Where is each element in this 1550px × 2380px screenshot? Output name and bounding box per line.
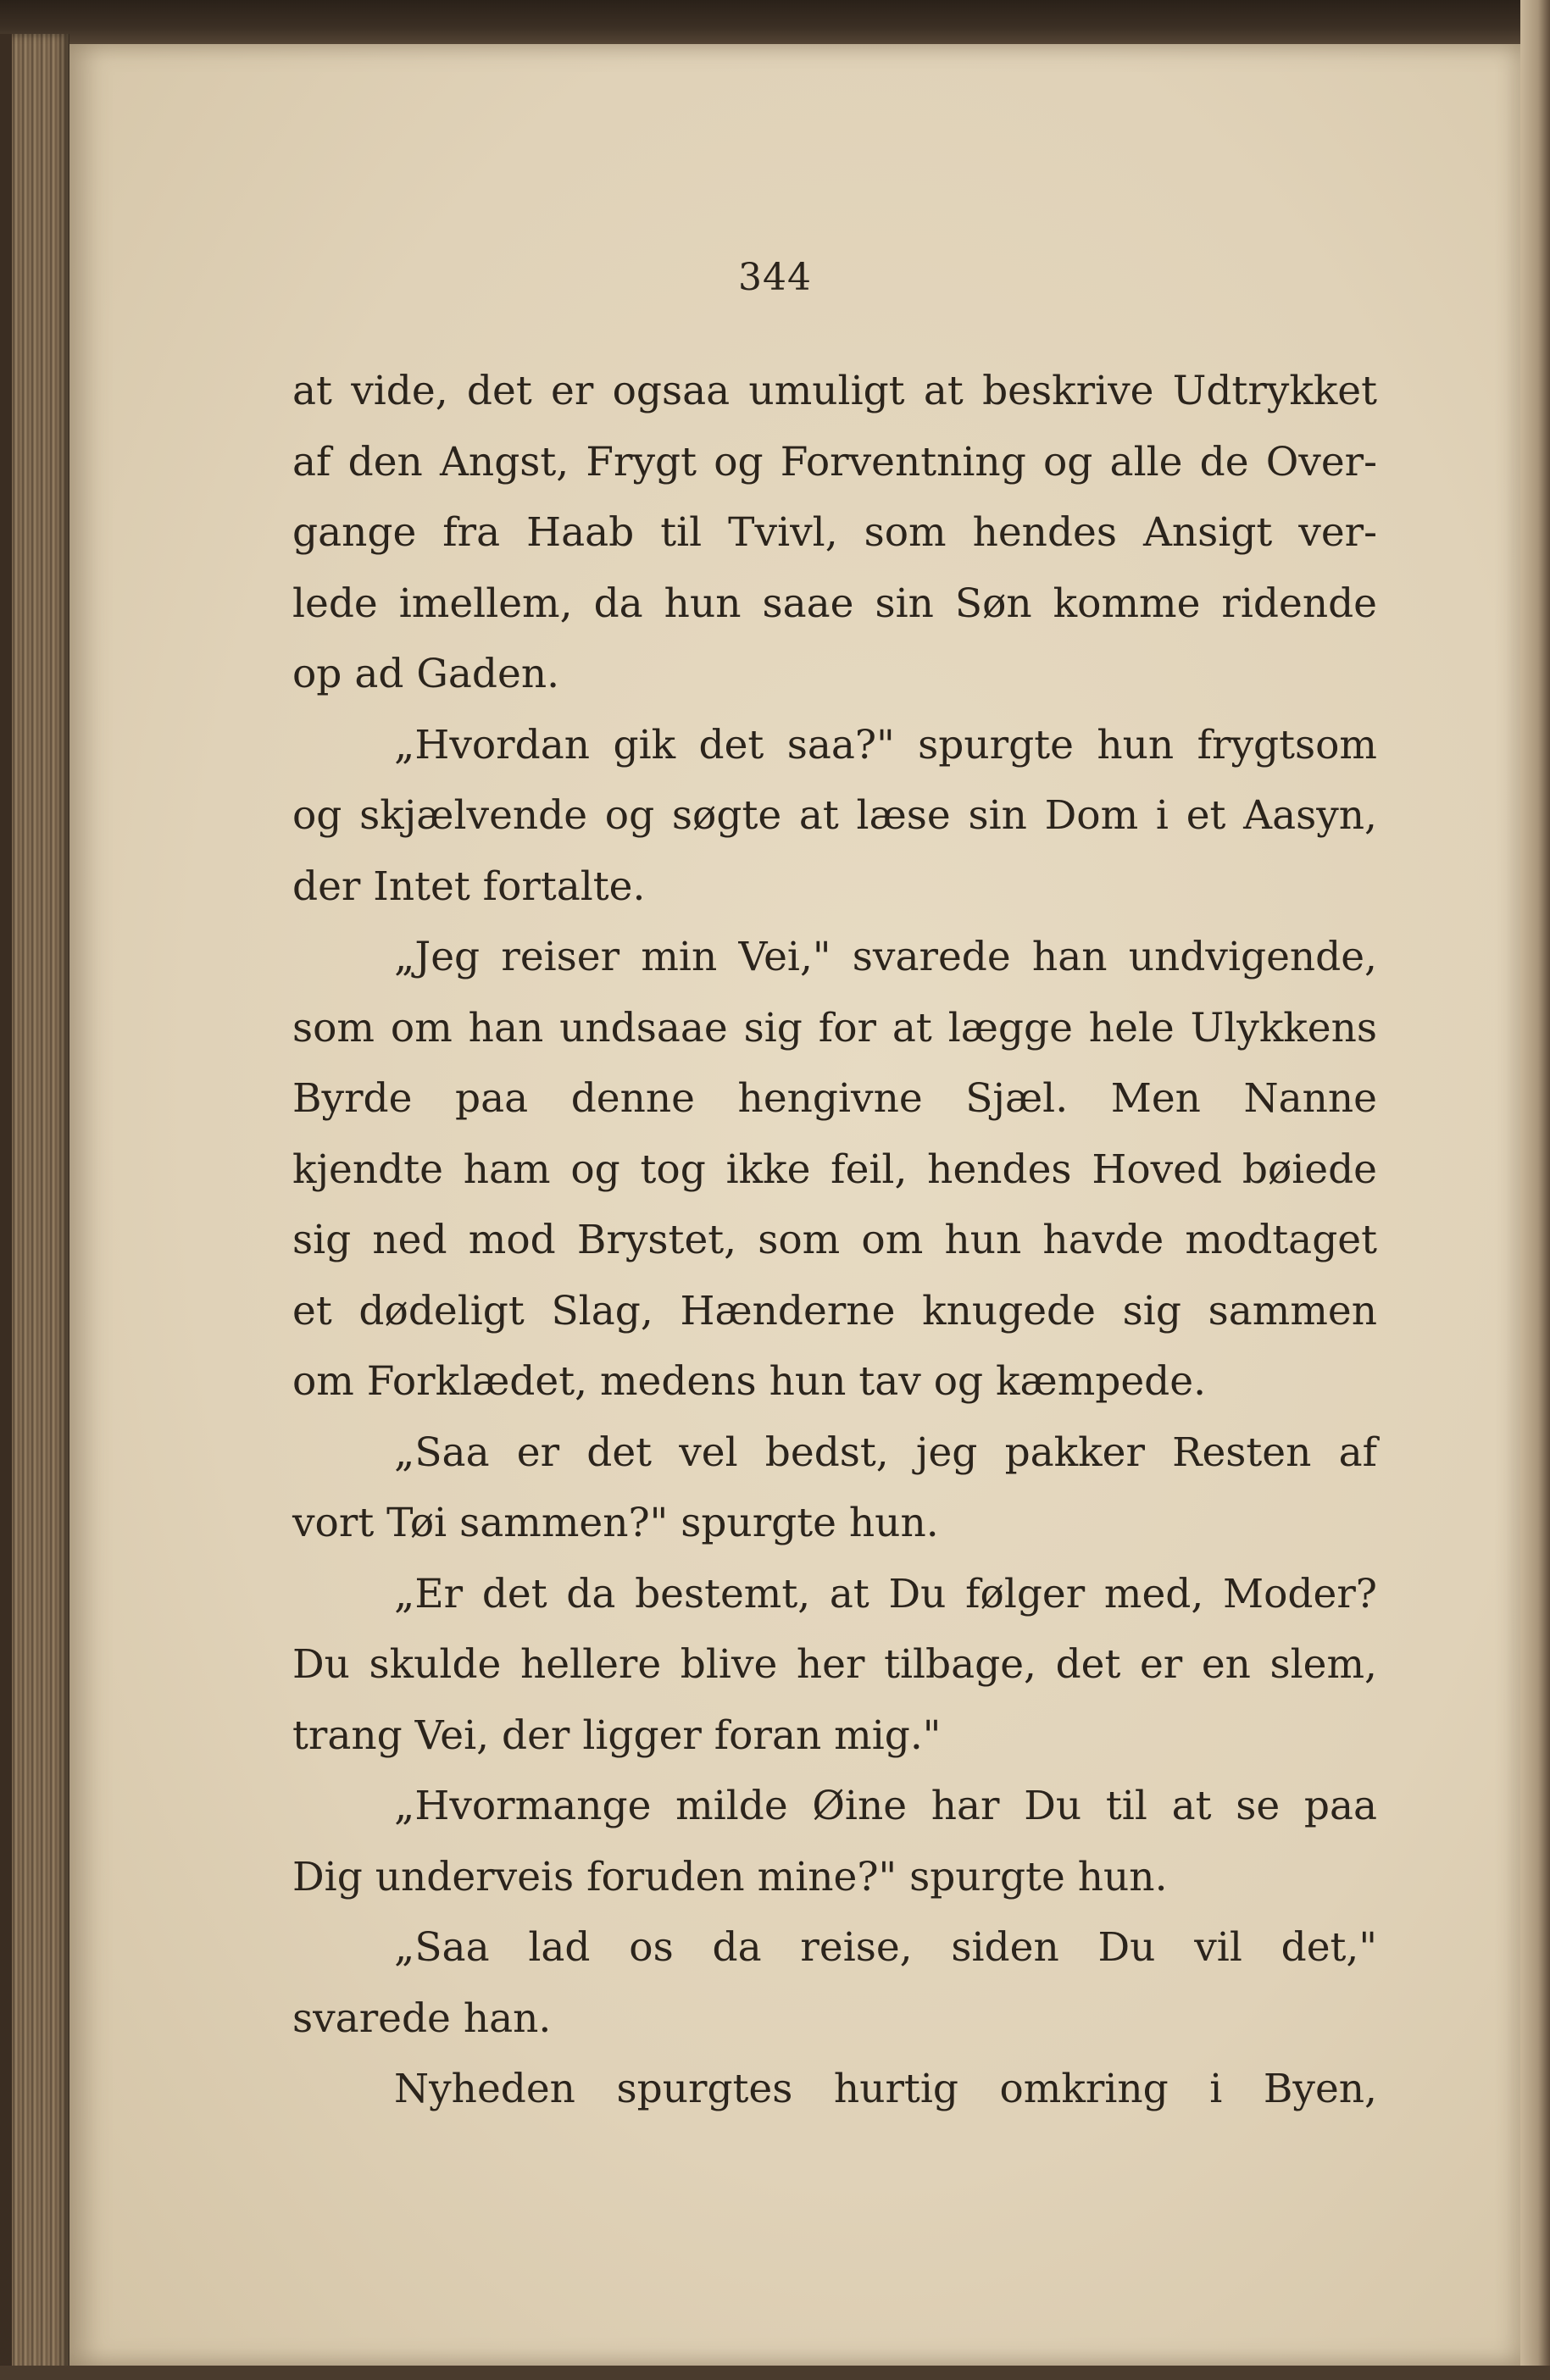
text-line: gange fra Haab til Tvivl, som hendes Ansigt ver- bbox=[292, 509, 1377, 556]
text-line: „Saa er det vel bedst, jeg pakker Resten af bbox=[394, 1429, 1377, 1476]
book-top-edge bbox=[0, 0, 1550, 49]
text-line: og skjælvende og søgte at læse sin Dom i et Aasyn, bbox=[292, 792, 1377, 839]
text-line: „Jeg reiser min Vei," svarede han undvigende, bbox=[394, 934, 1377, 980]
text-line: „Hvordan gik det saa?" spurgte hun frygtsom bbox=[394, 721, 1377, 768]
book-bottom-edge bbox=[0, 2366, 1550, 2380]
text-line: „Saa lad os da reise, siden Du vil det," bbox=[394, 1924, 1377, 1971]
text-line: som om han undsaae sig for at lægge hele Ulykkens bbox=[292, 1004, 1377, 1051]
text-line: Byrde paa denne hengivne Sjæl. Men Nanne bbox=[292, 1075, 1377, 1122]
book-right-edge bbox=[1520, 0, 1550, 2380]
text-line: om Forklædet, medens hun tav og kæmpede. bbox=[292, 1358, 1207, 1405]
book-cover-edge bbox=[0, 34, 12, 2380]
text-line: „Er det da bestemt, at Du følger med, Moder? bbox=[394, 1570, 1377, 1617]
text-line: Du skulde hellere blive her tilbage, det er en slem, bbox=[292, 1641, 1377, 1688]
text-line: at vide, det er ogsaa umuligt at beskrive Udtrykket bbox=[292, 368, 1377, 414]
text-line: Nyheden spurgtes hurtig omkring i Byen, bbox=[394, 2066, 1377, 2112]
body-text bbox=[292, 356, 1377, 2125]
text-line: op ad Gaden. bbox=[292, 651, 560, 697]
text-line: der Intet fortalte. bbox=[292, 863, 646, 910]
text-line: af den Angst, Frygt og Forventning og alle de Over- bbox=[292, 438, 1377, 485]
text-line: et dødeligt Slag, Hænderne knugede sig sammen bbox=[292, 1287, 1377, 1334]
text-line: lede imellem, da hun saae sin Søn komme ridende bbox=[292, 580, 1377, 627]
text-line: Dig underveis foruden mine?" spurgte hun. bbox=[292, 1853, 1168, 1900]
text-line: „Hvormange milde Øine har Du til at se paa bbox=[394, 1783, 1377, 1829]
text-line: kjendte ham og tog ikke feil, hendes Hoved bøiede bbox=[292, 1146, 1377, 1193]
page-number: 344 bbox=[738, 256, 812, 299]
text-line: svarede han. bbox=[292, 1994, 552, 2042]
text-line: vort Tøi sammen?" spurgte hun. bbox=[292, 1500, 939, 1546]
text-line: sig ned mod Brystet, som om hun havde modtaget bbox=[292, 1217, 1377, 1263]
text-line: trang Vei, der ligger foran mig." bbox=[292, 1711, 942, 1759]
